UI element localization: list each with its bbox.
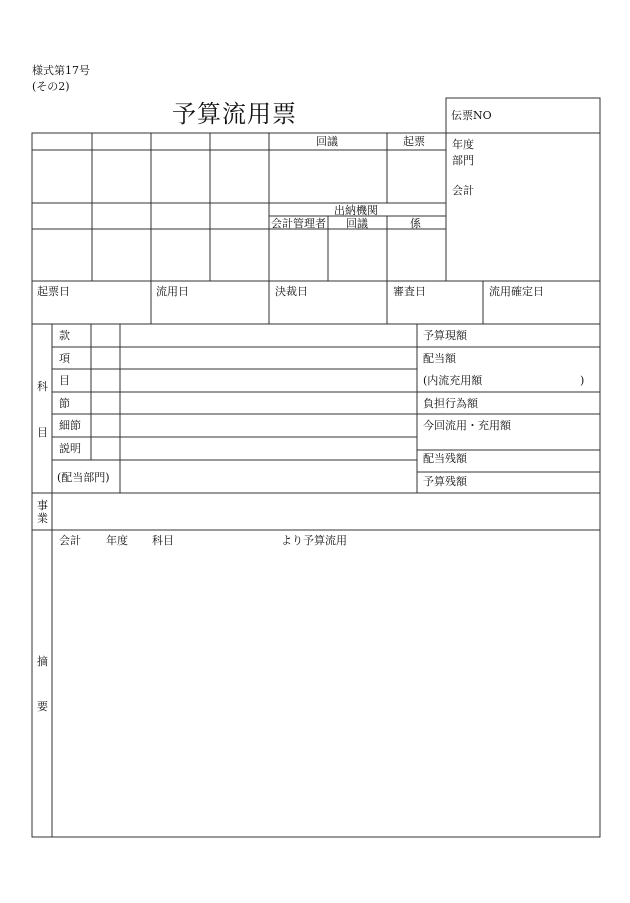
kaigi2-label: 回議 (346, 217, 368, 230)
uchi-ryuyo-label: (内流充用額 (423, 374, 483, 387)
tekiyo-char-1: 摘 (37, 655, 48, 668)
kihyo-bi-label: 起票日 (37, 285, 70, 298)
tekiyo-kaikei-label: 会計 (59, 534, 81, 547)
kakari-label: 係 (410, 217, 421, 230)
shinsa-bi-label: 審査日 (393, 285, 426, 298)
slip-no-label: 伝票NO (451, 109, 492, 122)
suitou-kikan-label: 出納機関 (334, 204, 378, 217)
tekiyo-yori-label: より予算流用 (281, 534, 347, 547)
kessai-bi-label: 決裁日 (275, 285, 308, 298)
uchi-ryuyo-close: ) (580, 374, 585, 387)
ryuyo-kakutei-bi-label: 流用確定日 (489, 285, 544, 298)
bumon-label: 部門 (452, 154, 474, 167)
kaikei-label: 会計 (452, 184, 474, 197)
futan-koi-gaku-label: 負担行為額 (423, 397, 478, 410)
kihyo-label: 起票 (403, 135, 425, 148)
haito-bumon-label: (配当部門) (57, 471, 110, 484)
konkai-ryuyo-label: 今回流用・充用額 (423, 419, 511, 432)
jigyo-char-1: 事 (37, 499, 48, 512)
form-number: 様式第17号 (32, 64, 90, 77)
kamoku-side-char-1: 科 (37, 380, 48, 393)
kamoku-side-char-2: 目 (37, 426, 48, 439)
tekiyo-nendo-label: 年度 (106, 534, 128, 547)
kamoku-row-setsumei: 説明 (59, 442, 81, 455)
kamoku-row-saisetsu: 細節 (59, 419, 81, 432)
jigyo-char-2: 業 (37, 512, 48, 525)
kamoku-row-setsu: 節 (59, 397, 70, 410)
ryuyo-bi-label: 流用日 (156, 285, 189, 298)
haito-gaku-label: 配当額 (423, 352, 456, 365)
nendo-label: 年度 (452, 138, 474, 151)
tekiyo-char-2: 要 (37, 700, 48, 713)
yosan-gengaku-label: 予算現額 (423, 329, 467, 342)
kamoku-row-kan: 款 (59, 329, 70, 342)
kamoku-row-moku: 目 (59, 374, 70, 387)
form-sub-number: (その2) (32, 80, 70, 93)
tekiyo-kamoku-label: 科目 (152, 534, 174, 547)
page-title: 予算流用票 (172, 100, 297, 128)
yosan-zangaku-label: 予算残額 (423, 475, 467, 488)
kaigi-label: 回議 (316, 135, 338, 148)
haito-zangaku-label: 配当残額 (423, 452, 467, 465)
kamoku-row-kou: 項 (59, 352, 70, 365)
kaikei-kanrisha-label: 会計管理者 (271, 217, 326, 230)
